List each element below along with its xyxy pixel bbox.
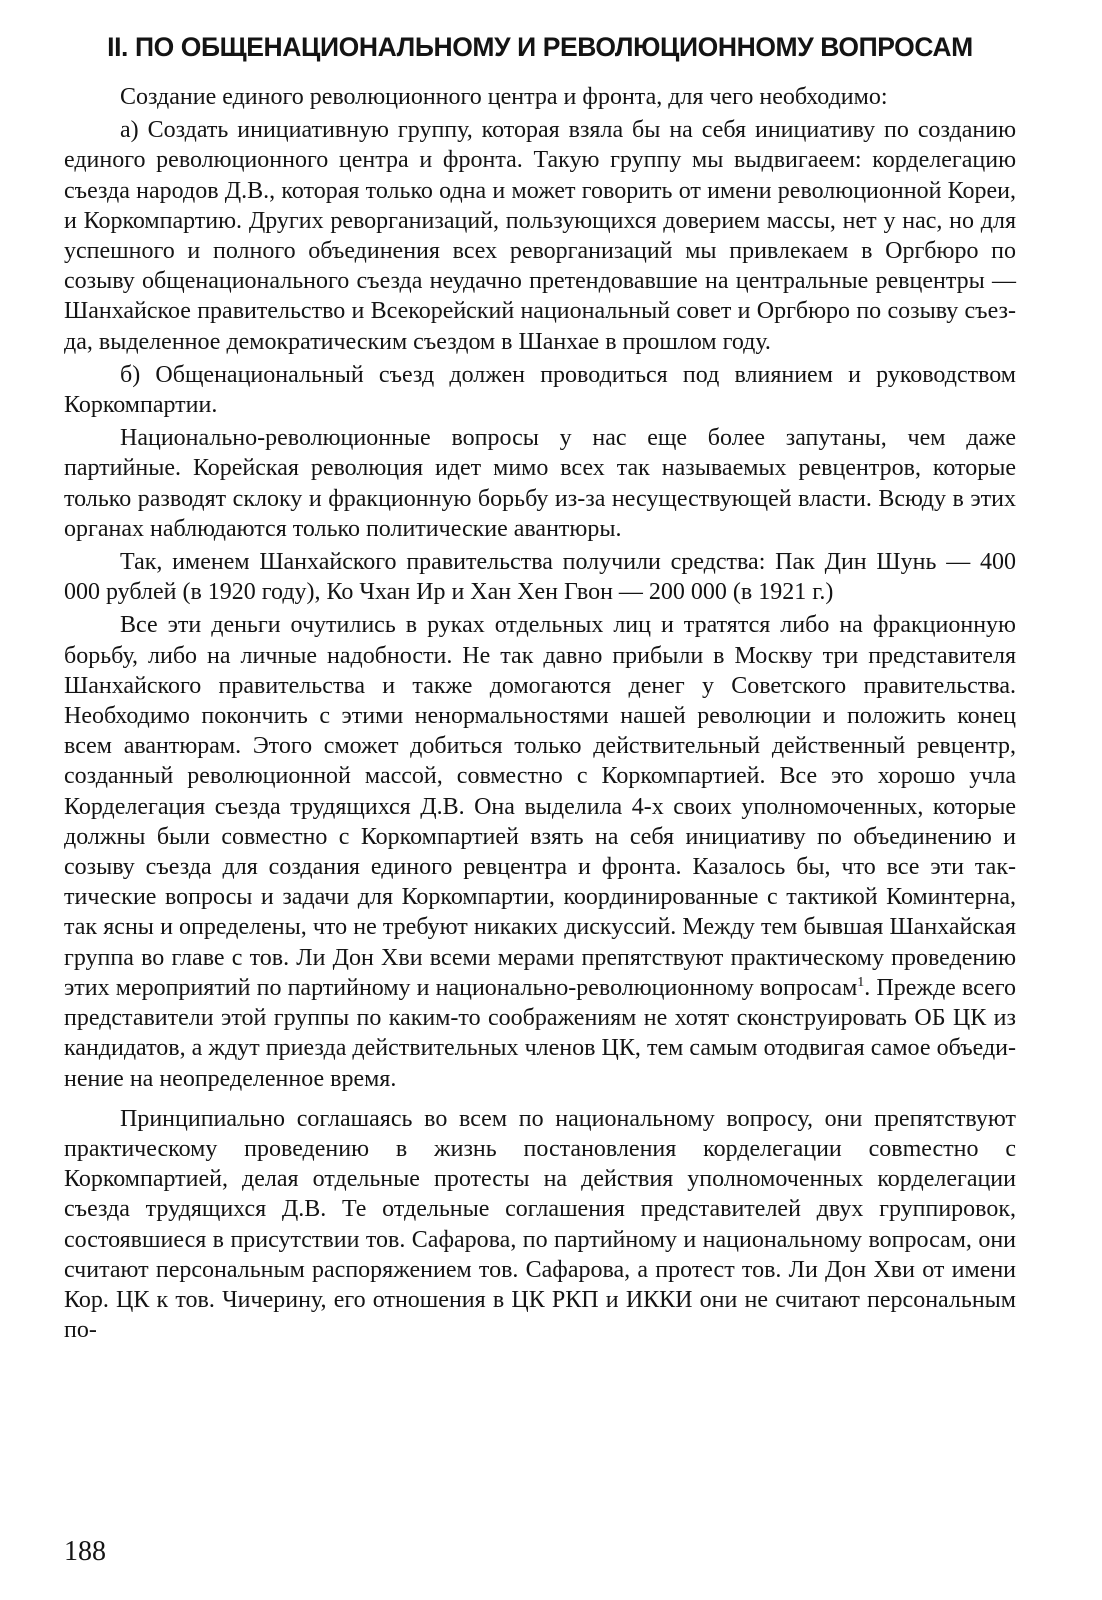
page-body: [64, 30, 1016, 1345]
paragraph-intro: Создание единого революционного центра и фронта, для чего необходимо:: [120, 84, 888, 110]
paragraph-principled-agreement: Принципиально соглашаясь во всем по национальному вопросу, они препятствуют практическому проведению в жизнь постановления корделегации совmестно с Коркомпартией, делая отдельные протесты на действия уполномоченных корделегации съезда трудящихся Д.В. Те отдельные соглашения представителей двух группировок, состоявшиеся в присутствии тов. Сафарова, по партийному и национальному вопросам, они считают персональным распоряжением тов. Сафарова, а протест тов. Ли Дон Хви от имени Кор. ЦК к тов. Чичерину, его отношения в ЦК РКП и ИККИ они не считают персональным по-: [64, 1105, 1016, 1344]
paragraph-item-b: б) Общенациональный съезд должен проводиться под влиянием и руководством Коркомпартии.: [64, 361, 1016, 419]
paragraph-funds: Так, именем Шанхайского правительства получили средства: Пак Дин Шунь — 400 000 рублей (в 1920 году), Ко Чхан Ир и Хан Хен Гвон — 200 000 (в 1921 г.): [64, 549, 1016, 606]
paragraph-item-a: а) Создать инициативную группу, которая взяла бы на себя инициативу по созданию единого революционного центра и фронта. Такую группу мы выдвигаeем: корделегацию съезда народов Д.В., которая только одна и может говорить от имени революционной Кореи, и Коркомпартию. Других реворганизаций, пользующихся доверием массы, нет у нас, но для успешного и полного объединения всех реворганизаций мы привлекаем в Оргбюро по созыву общенационального съезда неудачно претендовавшие на центральные ревцентры — Шанхайское правительство и Всекорейский национальный совет и Оргбюро по созыву съезда, выделенное демократическим съездом в Шанхае в прошлом году.: [64, 117, 1016, 355]
paragraph-money-spent: [64, 610, 1016, 1093]
page-number: 188: [64, 1536, 106, 1567]
paragraph-money-spent-tail: . Прежде всего представители этой группы по каким-то соображениям не хотят сконструировать ОБ ЦК из кандидатов, а ждут приезда действительных членов ЦК, тем самым отодвигая самое объединение на неопределенное время.: [64, 974, 1016, 1092]
paragraph-national-questions: Национально-революционные вопросы у нас еще более запутаны, чем даже партийные. Корейская революция идет мимо всех так называемых ревцентров, которые только разводят склоку и фракционную борьбу из-за несуществующей власти. Всюду в этих органах наблюдаются только политические авантюры.: [64, 425, 1016, 542]
paragraph-money-spent-text: Все эти деньги очутились в руках отдельных лиц и тратятся либо на фракционную борьбу, либо на личные надобности. Не так давно прибыли в Москву три представителя Шанхайского правительства и также домогаются денег у Советского правительства. Необходимо покончить с этими ненормальностями нашей революции и положить конец всем авантюрам. Этого сможет добиться только действительный действенный ревцентр, созданный революционной массой, совместно с Коркомпартией. Все это хорошо учла Корделегация съезда трудящихся Д.В. Она выделила 4-х своих уполномоченных, которые должны были совместно с Коркомпартией взять на себя инициативу по объединению и созыву съезда для создания единого ревцентра и фронта. Казалось бы, что все эти тактические вопросы и задачи для Коркомпартии, координированные с тактикой Коминтерна, так ясны и определены, что не требуют никаких дискуссий. Между тем бывшая Шанхайская группа во главе с тов. Ли Дон Хви всеми мерами препятствуют практическому проведению этих мероприятий по партийному и национально-революционному вопросам: [64, 612, 1016, 1001]
section-heading: II. ПО ОБЩЕНАЦИОНАЛЬНОМУ И РЕВОЛЮЦИОННОМУ ВОПРОСАМ: [107, 32, 973, 62]
footnote-reference: 1: [857, 974, 865, 990]
